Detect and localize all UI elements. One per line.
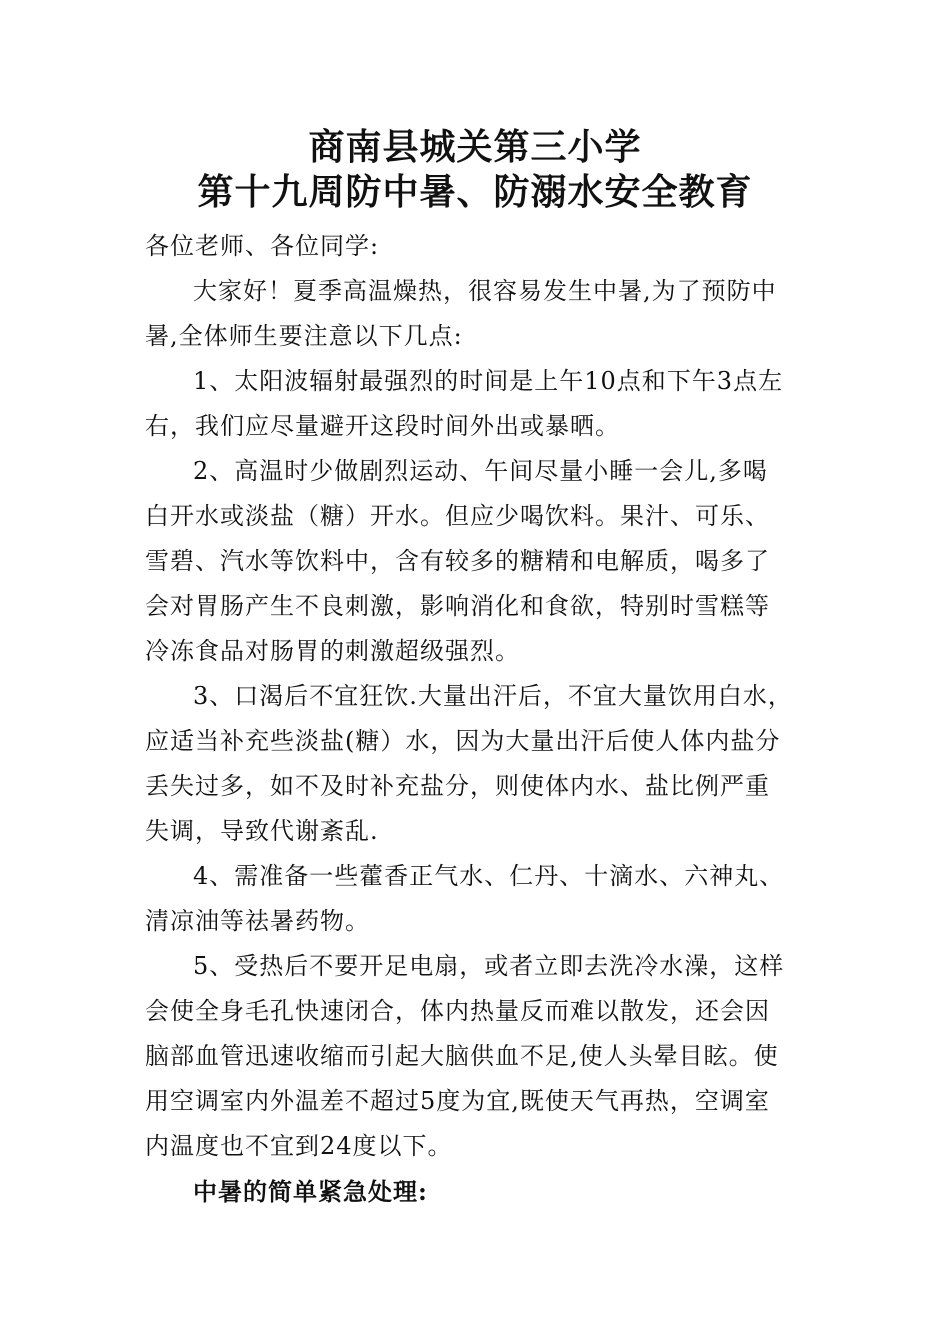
point-1-line: 右，我们应尽量避开这段时间外出或暴晒。 (145, 412, 620, 440)
point-5-line: 用空调室内外温差不超过5度为宜,既使天气再热，空调室 (145, 1087, 770, 1115)
point-3-line: 失调，导致代谢紊乱. (145, 817, 379, 845)
point-2-line: 会对胃肠产生不良刺激，影响消化和食欲，特别时雪糕等 (145, 592, 770, 620)
salutation: 各位老师、各位同学: (145, 232, 380, 260)
point-3-line: 3、口渴后不宜狂饮.大量出汗后，不宜大量饮用白水， (193, 682, 793, 710)
section-heading: 中暑的简单紧急处理: (193, 1177, 428, 1206)
point-2-line: 雪碧、汽水等饮料中，含有较多的糖精和电解质，喝多了 (145, 547, 770, 575)
intro-paragraph-line: 大家好！夏季高温燥热，很容易发生中暑,为了预防中 (193, 277, 777, 305)
point-2-line: 2、高温时少做剧烈运动、午间尽量小睡一会儿,多喝 (193, 457, 768, 485)
point-5-line: 5、受热后不要开足电扇，或者立即去洗冷水澡，这样 (193, 952, 785, 980)
point-5-line: 内温度也不宜到24度以下。 (145, 1132, 453, 1160)
document-body (145, 224, 825, 1214)
point-5-line: 会使全身毛孔快速闭合，体内热量反而难以散发，还会因 (145, 997, 770, 1025)
point-3-line: 丢失过多，如不及时补充盐分，则使体内水、盐比例严重 (145, 772, 770, 800)
point-1-line: 1、太阳波辐射最强烈的时间是上午10点和下午3点左 (193, 367, 784, 395)
point-2-line: 冷冻食品对肠胃的刺激超级强烈。 (145, 637, 520, 665)
point-2-line: 白开水或淡盐（糖）开水。但应少喝饮料。果汁、可乐、 (145, 502, 770, 530)
intro-paragraph-line: 暑,全体师生要注意以下几点: (145, 322, 463, 350)
point-3-line: 应适当补充些淡盐(糖）水，因为大量出汗后使人体内盐分 (145, 727, 781, 755)
document-title-line-1: 商南县城关第三小学 (308, 126, 642, 168)
point-4-line: 清凉油等祛暑药物。 (145, 907, 370, 935)
point-5-line: 脑部血管迅速收缩而引起大脑供血不足,使人头晕目眩。使 (145, 1042, 779, 1070)
document-title-line-2: 第十九周防中暑、防溺水安全教育 (197, 171, 753, 213)
point-4-line: 4、需准备一些藿香正气水、仁丹、十滴水、六神丸、 (193, 862, 785, 890)
